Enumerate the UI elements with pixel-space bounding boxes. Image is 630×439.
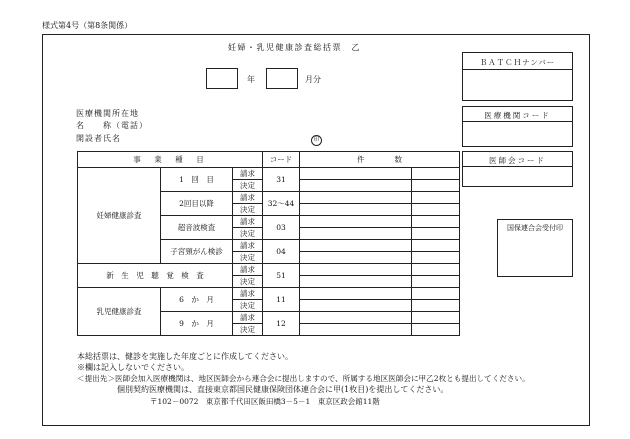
count-cell-extra [412,168,460,180]
count-cell[interactable] [300,300,412,312]
note-address: 〒102－0072 東京都千代田区飯田橋3－5－1 東京区政会館11階 [150,397,380,406]
count-cell-extra [412,312,460,324]
code-12: 12 [263,312,300,336]
sub-request: 請求 [233,192,263,204]
header-code: コード [263,152,300,168]
founder-label: 開設者氏名 [76,134,121,143]
count-cell-extra [412,192,460,204]
count-cell-extra [412,216,460,228]
header-item: 事 業 種 目 [78,152,263,168]
sub-decided: 決定 [233,252,263,264]
code-51: 51 [263,264,300,288]
count-cell-extra [412,324,460,336]
doctors-assoc-code-input[interactable] [462,166,573,187]
row-label-second: 2回目以降 [161,192,233,216]
group-infant: 乳児健康診査 [78,288,161,336]
code-03: 03 [263,216,300,240]
institution-code-label-box [462,106,573,122]
note-2: ※欄は記入しないでください。 [77,363,189,372]
code-11: 11 [263,288,300,312]
form-title: 妊婦・乳児健康診査総括票 乙 [228,43,361,52]
name-phone-label: 名 称（電話） [76,121,148,130]
row-label-9months: 9 か 月 [161,312,233,336]
sub-request: 請求 [233,312,263,324]
sub-decided: 決定 [233,276,263,288]
header-count: 件 数 [300,152,460,168]
note-3: ＜提出先＞医師会加入医療機関は、地区医師会から連合会に提出しますので、所属する地区医師会に甲乙2枚とも提出してください。 [77,374,530,383]
count-cell[interactable] [300,252,412,264]
items-table [77,151,460,336]
year-label: 年 [247,75,255,84]
sub-decided: 決定 [233,300,263,312]
doctors-assoc-code-label: 医師会コード [489,156,546,165]
count-cell-extra [412,204,460,216]
sub-request: 請求 [233,216,263,228]
count-cell[interactable] [300,228,412,240]
sub-decided: 決定 [233,324,263,336]
batch-number-label: ＢＡＴＣＨナンバー [479,58,556,67]
count-cell-extra [412,252,460,264]
doctors-assoc-code-label-box [462,151,573,167]
receipt-stamp-box [497,219,573,277]
seal-mark: 印 [311,135,322,146]
batch-number-input[interactable] [462,69,573,101]
sub-request: 請求 [233,168,263,180]
row-label-ultrasound: 超音波検査 [161,216,233,240]
count-cell-extra [412,276,460,288]
sub-decided: 決定 [233,180,263,192]
count-cell-extra [412,240,460,252]
count-cell[interactable] [300,288,412,300]
month-label: 月分 [305,75,321,84]
sub-decided: 決定 [233,204,263,216]
count-cell-extra [412,228,460,240]
institution-code-input[interactable] [462,121,573,147]
count-cell[interactable] [300,180,412,192]
month-input[interactable] [266,68,298,89]
institution-code-label: 医療機関コード [484,111,551,120]
note-4: 個別契約医療機関は、直接東京都国民健康保険団体連合会に甲(1枚目)を提出してください。 [117,385,449,394]
count-cell-extra [412,300,460,312]
address-label: 医療機関所在地 [76,109,139,118]
count-cell-extra [412,288,460,300]
group-prenatal: 妊婦健康診査 [78,168,161,264]
receipt-stamp-label: 国保連合会受付印 [507,224,563,232]
count-cell[interactable] [300,276,412,288]
form-number: 様式第4号（第8条関係） [42,21,133,30]
count-cell-extra [412,264,460,276]
sub-decided: 決定 [233,228,263,240]
count-cell[interactable] [300,216,412,228]
code-04: 04 [263,240,300,264]
batch-number-label-box [462,52,573,70]
count-cell[interactable] [300,324,412,336]
count-cell[interactable] [300,168,412,180]
count-cell[interactable] [300,240,412,252]
note-1: 本総括票は、健診を実施した年度ごとに作成してください。 [77,352,293,361]
code-32-44: 32～44 [263,192,300,216]
sub-request: 請求 [233,264,263,276]
year-input[interactable] [206,68,238,89]
count-cell[interactable] [300,192,412,204]
group-newborn-hearing: 新 生 児 聴 覚 検 査 [78,264,233,288]
row-label-cervical: 子宮頸がん検診 [161,240,233,264]
row-label-6months: 6 か 月 [161,288,233,312]
count-cell[interactable] [300,312,412,324]
row-label-first: 1 回 目 [161,168,233,192]
count-cell[interactable] [300,264,412,276]
sub-request: 請求 [233,240,263,252]
count-cell-extra [412,180,460,192]
code-31: 31 [263,168,300,192]
count-cell[interactable] [300,204,412,216]
sub-request: 請求 [233,288,263,300]
